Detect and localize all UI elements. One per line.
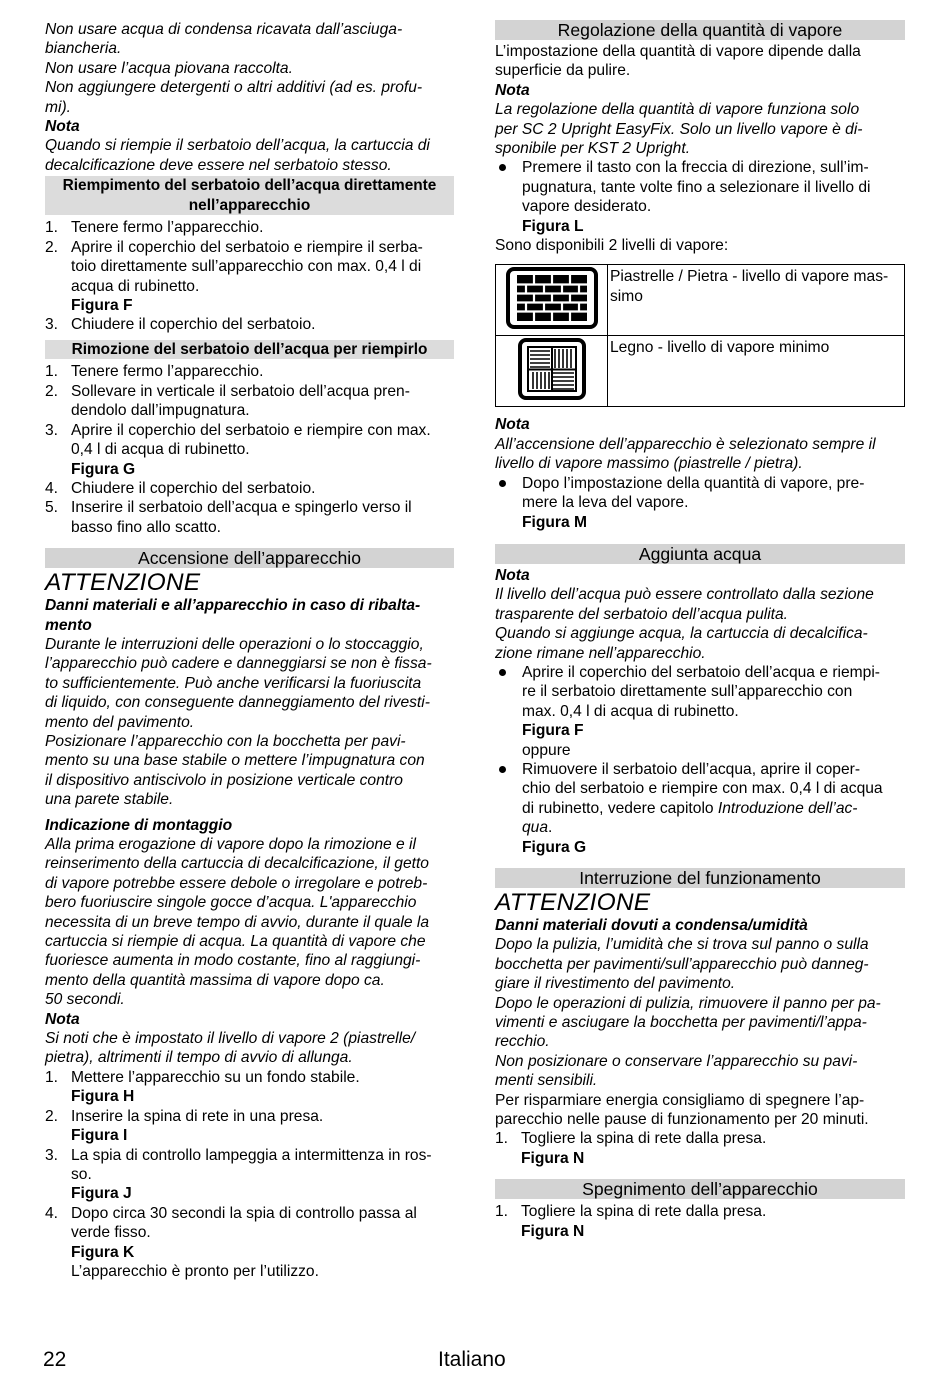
note-title: Nota xyxy=(495,416,530,434)
table-row xyxy=(496,265,905,336)
text-line: Sollevare in verticale il serbatoio dell’acqua pren- xyxy=(71,382,410,400)
item-number: 2. xyxy=(45,382,59,400)
list-item xyxy=(495,1202,905,1221)
text-line: reinserimento della cartuccia di decalcificazione, il getto xyxy=(45,855,429,873)
text-line: zione rimane nell’apparecchio. xyxy=(495,644,706,662)
note-text xyxy=(495,585,905,663)
text-line: Aprire il coperchio del serbatoio dell’acqua e riempi- xyxy=(522,663,880,681)
text-line: basso fino allo scatto. xyxy=(71,518,221,536)
figure-ref: Figura F xyxy=(522,722,584,740)
text-line: Aprire il coperchio del serbatoio e riempire con max. xyxy=(71,421,431,439)
text-line: max. 0,4 l di acqua di rubinetto. xyxy=(522,702,739,720)
text-line: Quando si aggiunge acqua, la cartuccia di decalcifica- xyxy=(495,625,868,643)
section-heading-power-on: Accensione dell’apparecchio xyxy=(45,548,454,568)
list-item xyxy=(45,382,454,421)
text-line: pugnatura, tante volte fino a selezionare il livello di xyxy=(522,178,871,196)
text-line: Dopo le operazioni di pulizia, rimuovere il panno per pa- xyxy=(495,994,881,1012)
note-title: Nota xyxy=(45,1010,80,1028)
text-line: mento della quantità massima di vapore dopo ca. xyxy=(45,971,385,989)
list-item xyxy=(45,1204,454,1243)
text-line: Rimuovere il serbatoio dell’acqua, aprire il coper- xyxy=(522,760,861,778)
note-text xyxy=(495,100,905,158)
figure-ref: Figura K xyxy=(71,1243,135,1261)
text-line: simo xyxy=(610,287,643,305)
right-column xyxy=(495,20,905,1241)
subheading-remove-tank: Rimozione del serbatoio dell’acqua per riempirlo xyxy=(45,340,454,360)
section-heading-add-water: Aggiunta acqua xyxy=(495,544,905,564)
text-line: Tenere fermo l’apparecchio. xyxy=(71,219,264,237)
list-item xyxy=(45,218,454,237)
text-fragment: di rubinetto, vedere capitolo xyxy=(522,799,718,817)
or-text: oppure xyxy=(522,741,571,759)
text-line: livello di vapore massimo (piastrelle / pietra). xyxy=(495,455,803,473)
text-line: mento del pavimento. xyxy=(45,713,195,731)
text-line: Non posizionare o conservare l’apparecchio su pavi- xyxy=(495,1052,858,1070)
item-number: 3. xyxy=(45,316,59,334)
text-line: Danni materiali e all’apparecchio in caso di ribalta- xyxy=(45,597,421,615)
text-line: necessita di un breve tempo di avvio, durante il quale la xyxy=(45,913,430,931)
list-item xyxy=(45,1107,454,1126)
warning-subtitle xyxy=(45,596,454,635)
ready-text: L’apparecchio è pronto per l’utilizzo. xyxy=(71,1262,319,1280)
text-line: bero fuoriuscire singole gocce d’acqua. L'apparecchio xyxy=(45,894,417,912)
table-cell-text xyxy=(608,336,905,407)
subheading-line: nell’apparecchio xyxy=(188,196,311,214)
text-line: di liquido, con conseguente danneggiamento del rivesti- xyxy=(45,694,430,712)
item-number: 3. xyxy=(45,421,59,439)
text-line: bocchetta per pavimenti/sull’apparecchio può danneg- xyxy=(495,955,869,973)
list-item xyxy=(45,498,454,537)
note-text xyxy=(45,1029,454,1068)
table-cell-icon xyxy=(496,265,608,336)
text-line: una parete stabile. xyxy=(45,791,174,809)
note-text xyxy=(45,136,454,175)
item-number: 1. xyxy=(495,1130,509,1148)
text-line: Piastrelle / Pietra - livello di vapore mas- xyxy=(610,268,889,286)
chapter-reference: qua xyxy=(522,819,549,837)
text-line: pietra), altrimenti il tempo di avvio di allunga. xyxy=(45,1049,353,1067)
figure-ref: Figura L xyxy=(522,217,584,235)
bullet-item xyxy=(495,663,905,721)
text-line: to sufficientemente. Può anche verificarsi la fuoriuscita xyxy=(45,674,422,692)
item-number: 2. xyxy=(45,1107,59,1125)
text-line: La regolazione della quantità di vapore funziona solo xyxy=(495,101,860,119)
text-line: Quando si riempie il serbatoio dell’acqua, la cartuccia di xyxy=(45,137,430,155)
intro-text xyxy=(45,20,454,117)
bullet-icon xyxy=(499,669,506,676)
section-heading-power-off: Spegnimento dell’apparecchio xyxy=(495,1179,905,1199)
text-line: acqua di rubinetto. xyxy=(71,277,200,295)
text-line: Dopo l’impostazione della quantità di vapore, pre- xyxy=(522,474,865,492)
chapter-reference: Introduzione dell’ac- xyxy=(717,799,858,817)
text-line: Togliere la spina di rete dalla presa. xyxy=(521,1130,767,1148)
text-line: 0,4 l di acqua di rubinetto. xyxy=(71,441,250,459)
text-line: Aprire il coperchio del serbatoio e riempire il serba- xyxy=(71,238,423,256)
text-line: Tenere fermo l’apparecchio. xyxy=(71,363,264,381)
text-line: trasparente del serbatoio dell’acqua pulita. xyxy=(495,605,789,623)
text-line: mi). xyxy=(45,98,71,116)
item-number: 1. xyxy=(495,1203,509,1221)
text-line: Legno - livello di vapore minimo xyxy=(610,339,830,357)
text-line: vapore desiderato. xyxy=(522,198,652,216)
warning-heading: ATTENZIONE xyxy=(45,569,201,597)
bullet-item xyxy=(495,760,905,838)
text-line: giare il rivestimento del pavimento. xyxy=(495,975,736,993)
text-line: cartuccia si riempie di acqua. La quantità di vapore che xyxy=(45,933,426,951)
text-line: Non aggiungere detergenti o altri additivi (ad es. profu- xyxy=(45,79,423,97)
text-line: chio del serbatoio e riempire con max. 0,4 l di acqua xyxy=(522,780,883,798)
text-line: biancheria. xyxy=(45,40,122,58)
text-line: menti sensibili. xyxy=(495,1072,598,1090)
item-number: 4. xyxy=(45,479,59,497)
text-line: 50 secondi. xyxy=(45,991,125,1009)
table-cell-text xyxy=(608,265,905,336)
text-line: La spia di controllo lampeggia a intermittenza in ros- xyxy=(71,1146,432,1164)
section-heading-interrupt: Interruzione del funzionamento xyxy=(495,868,905,888)
warning-text xyxy=(495,935,905,1090)
item-number: 4. xyxy=(45,1204,59,1222)
figure-ref: Figura I xyxy=(71,1127,128,1145)
footer-language: Italiano xyxy=(438,1348,506,1371)
text-line: Mettere l’apparecchio su un fondo stabile. xyxy=(71,1068,360,1086)
text-line: Premere il tasto con la freccia di direzione, sull’im- xyxy=(522,159,869,177)
text-line: Dopo la pulizia, l’umidità che si trova sul panno o sulla xyxy=(495,936,869,954)
text-line: superficie da pulire. xyxy=(495,62,631,80)
note-title: Nota xyxy=(495,81,530,99)
bullet-item xyxy=(495,474,905,513)
text-line: mento su una base stabile o mettere l’impugnatura con xyxy=(45,752,425,770)
text-line: recchio. xyxy=(495,1033,550,1051)
item-number: 2. xyxy=(45,238,59,256)
text-line: l’apparecchio può cadere e danneggiarsi se non è fissa- xyxy=(45,655,432,673)
text-line: parecchio nelle pause di funzionamento per 20 minuti. xyxy=(495,1111,869,1129)
text-line: All’accensione dell’apparecchio è selezionato sempre il xyxy=(495,435,876,453)
text-line: Il livello dell’acqua può essere controllato dalla sezione xyxy=(495,586,874,604)
text-line: per SC 2 Upright EasyFix. Solo un livello vapore è di- xyxy=(495,120,863,138)
subheading-fill-direct xyxy=(45,176,454,215)
mounting-title: Indicazione di montaggio xyxy=(45,816,233,834)
text-line: verde fisso. xyxy=(71,1224,151,1242)
text-line: so. xyxy=(71,1165,92,1183)
list-item xyxy=(45,362,454,381)
figure-ref: Figura H xyxy=(71,1088,135,1106)
text-line: mento xyxy=(45,616,92,634)
item-number: 1. xyxy=(45,363,59,381)
text-line: dendolo dall’impugnatura. xyxy=(71,402,250,420)
mounting-text xyxy=(45,835,454,1010)
text-line: sponibile per KST 2 Upright. xyxy=(495,140,691,158)
note-text xyxy=(495,435,905,474)
figure-ref: Figura N xyxy=(521,1222,585,1240)
note-title: Nota xyxy=(495,566,530,584)
text-line: Si noti che è impostato il livello di vapore 2 (piastrelle/ xyxy=(45,1030,416,1048)
text-line: Inserire la spina di rete in una presa. xyxy=(71,1107,324,1125)
figure-ref: Figura G xyxy=(522,838,587,856)
table-row xyxy=(496,336,905,407)
figure-ref: Figura J xyxy=(71,1185,132,1203)
figure-ref: Figura M xyxy=(522,513,587,531)
text-line xyxy=(522,818,905,837)
text-line: fuoriesce aumenta in modo costante, fino al raggiungi- xyxy=(45,952,421,970)
tile-stone-icon xyxy=(505,266,599,330)
text-line: Posizionare l’apparecchio con la bocchetta per pavi- xyxy=(45,732,406,750)
note-title: Nota xyxy=(45,118,80,136)
item-number: 1. xyxy=(45,219,59,237)
text-line: Non usare l’acqua piovana raccolta. xyxy=(45,59,293,77)
bullet-item xyxy=(495,158,905,216)
text-fragment: . xyxy=(548,819,553,837)
figure-ref: Figura F xyxy=(71,297,133,315)
text-line: il dispositivo antiscivolo in posizione verticale contro xyxy=(45,771,403,789)
bullet-icon xyxy=(499,480,506,487)
figure-ref: Figura G xyxy=(71,460,136,478)
levels-intro: Sono disponibili 2 livelli di vapore: xyxy=(495,237,729,255)
text-line: re il serbatoio direttamente sull’apparecchio con xyxy=(522,683,853,701)
text-line: di vapore potrebbe essere debole o irregolare e potreb- xyxy=(45,874,428,892)
text-line: Non usare acqua di condensa ricavata dall’asciuga- xyxy=(45,21,403,38)
list-item xyxy=(495,1129,905,1148)
page-number: 22 xyxy=(43,1348,67,1371)
text-line: Togliere la spina di rete dalla presa. xyxy=(521,1203,767,1221)
warning-text xyxy=(45,635,454,810)
section-heading-steam-quantity: Regolazione della quantità di vapore xyxy=(495,20,905,40)
text-line: Chiudere il coperchio del serbatoio. xyxy=(71,316,316,334)
item-number: 3. xyxy=(45,1146,59,1164)
list-item xyxy=(45,1068,454,1087)
bullet-icon xyxy=(499,164,506,171)
text-line: Per risparmiare energia consigliamo di spegnere l’ap- xyxy=(495,1091,865,1109)
subheading-line: Riempimento del serbatoio dell’acqua direttamente xyxy=(62,177,437,195)
list-item xyxy=(45,479,454,498)
text-line xyxy=(522,799,905,818)
item-number: 1. xyxy=(45,1068,59,1086)
wood-floor-icon xyxy=(517,337,587,401)
text-line: Alla prima erogazione di vapore dopo la rimozione e il xyxy=(45,836,416,853)
steam-levels-table xyxy=(495,264,905,407)
text-line: vimenti e asciugare la bocchetta per pavimenti/l’appa- xyxy=(495,1014,867,1032)
table-cell-icon xyxy=(496,336,608,407)
figure-ref: Figura N xyxy=(521,1149,585,1167)
list-item xyxy=(45,238,454,296)
warning-subtitle: Danni materiali dovuti a condensa/umidità xyxy=(495,917,808,934)
text-line: Dopo circa 30 secondi la spia di controllo passa al xyxy=(71,1204,417,1222)
text-line: L’impostazione della quantità di vapore dipende dalla xyxy=(495,43,861,60)
list-item xyxy=(45,315,454,334)
bullet-icon xyxy=(499,766,506,773)
text-line: Inserire il serbatoio dell’acqua e spingerlo verso il xyxy=(71,499,412,517)
text-line: decalcificazione deve essere nel serbatoio stesso. xyxy=(45,156,392,174)
text-line: Chiudere il coperchio del serbatoio. xyxy=(71,479,316,497)
item-number: 5. xyxy=(45,499,59,517)
left-column xyxy=(45,20,454,1281)
text-line: toio direttamente sull’apparecchio con max. 0,4 l di xyxy=(71,258,422,276)
text-line: Durante le interruzioni delle operazioni o lo stoccaggio, xyxy=(45,635,424,653)
list-item xyxy=(45,1146,454,1185)
list-item xyxy=(45,421,454,460)
warning-heading: ATTENZIONE xyxy=(495,889,651,916)
text-line: mere la leva del vapore. xyxy=(522,494,689,512)
